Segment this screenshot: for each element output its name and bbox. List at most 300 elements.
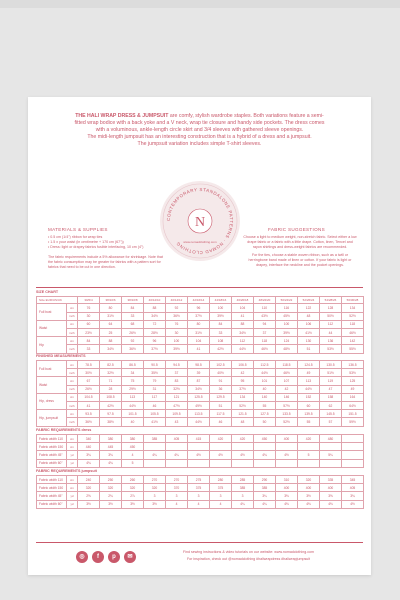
- table-cell: 151.5: [342, 410, 364, 418]
- table-cell: 4½: [232, 451, 254, 459]
- table-cell: 46: [144, 401, 166, 409]
- table-cell: 37: [254, 328, 276, 336]
- table-cell: 107: [276, 377, 298, 385]
- footer-line-1: Find sewing instructions & video tutorials on our website: www.nomadclothing.com: [182, 550, 315, 554]
- table-cell: 100: [210, 304, 232, 312]
- table-cell: 40½: [210, 369, 232, 377]
- table-cell: 90.5: [144, 361, 166, 369]
- table-cell: 26½: [78, 385, 100, 393]
- table-cell: [232, 459, 254, 467]
- finished-title: FINISHED MEASUREMENTS: [36, 354, 86, 358]
- seal-ring-text: CONTEMPORARY STANDALONE PATTERNS · NOMAD CLOTHING: [165, 186, 235, 256]
- table-row: [37, 451, 364, 459]
- table-cell: 139.5: [298, 410, 320, 418]
- table-cell: 119: [320, 377, 342, 385]
- table-cell: 405: [166, 435, 188, 443]
- table-cell: cm: [67, 484, 78, 492]
- table-cell: cm: [67, 377, 78, 385]
- table-cell: 320: [100, 484, 122, 492]
- table-cell: 400: [320, 484, 342, 492]
- table-cell: 4¾: [254, 451, 276, 459]
- table-row: [37, 500, 364, 508]
- table-cell: 39½: [210, 312, 232, 320]
- table-cell: 52/26/24: [298, 297, 320, 304]
- table-cell: 320: [122, 484, 144, 492]
- seal-icon: [160, 181, 240, 261]
- table-row: [37, 484, 364, 492]
- table-cell: 405: [342, 484, 364, 492]
- table-cell: 64: [100, 320, 122, 328]
- table-cell: 41½: [298, 328, 320, 336]
- table-cell: 136.5: [342, 361, 364, 369]
- table-cell: 36: [210, 385, 232, 393]
- table-cell: 4¼: [232, 500, 254, 508]
- table-cell: 44½: [188, 418, 210, 426]
- table-cell: 48: [232, 418, 254, 426]
- table-cell: 380: [122, 435, 144, 443]
- table-row: [37, 443, 364, 451]
- table-cell: [298, 443, 320, 451]
- table-cell: 3: [232, 492, 254, 500]
- table-cell: 117: [144, 393, 166, 401]
- table-cell: 80: [100, 304, 122, 312]
- table-cell: 52½: [232, 401, 254, 409]
- table-cell: 124.5: [298, 361, 320, 369]
- table-cell: 97.5: [100, 410, 122, 418]
- req-jumpsuit-table: [36, 475, 364, 509]
- table-cell: 62: [320, 401, 342, 409]
- table-cell: 380: [100, 435, 122, 443]
- table-cell: 40/12/10: [144, 297, 166, 304]
- fabric-para-1: Choose a light to medium weight, non-stretch fabric. Select either a low drape fabric or a fabric with a little drape. Cotton, linen, Tencel and rayon shirtings and dress-weight fabrics are recommended.: [243, 235, 357, 249]
- table-cell: 37½: [188, 312, 210, 320]
- table-row: [37, 435, 364, 443]
- table-cell: 44½: [298, 385, 320, 393]
- seal-center-letter: N: [194, 215, 206, 230]
- table-cell: 104: [232, 304, 254, 312]
- table-cell: 30½: [78, 369, 100, 377]
- table-cell: 345: [342, 476, 364, 484]
- table-cell: 40/14/12: [166, 297, 188, 304]
- table-cell: 145.5: [320, 410, 342, 418]
- table-cell: 340: [78, 435, 100, 443]
- table-cell: 37½: [232, 385, 254, 393]
- table-cell: inch: [67, 369, 78, 377]
- table-cell: 3: [166, 492, 188, 500]
- table-cell: 4: [188, 500, 210, 508]
- table-cell: 3½: [144, 500, 166, 508]
- table-cell: 275: [188, 476, 210, 484]
- table-cell: 118: [254, 337, 276, 345]
- table-row: [37, 476, 364, 484]
- table-cell: 113: [122, 393, 144, 401]
- table-cell: Fabric width 110: [37, 476, 67, 484]
- table-cell: 83: [166, 377, 188, 385]
- table-cell: 121.5: [232, 410, 254, 418]
- table-cell: 3½: [122, 500, 144, 508]
- table-cell: 5: [122, 459, 144, 467]
- table-cell: 121: [166, 393, 188, 401]
- table-cell: 4: [122, 451, 144, 459]
- table-cell: [320, 459, 342, 467]
- table-cell: 84: [78, 337, 100, 345]
- table-cell: 320: [144, 484, 166, 492]
- table-cell: 91: [210, 377, 232, 385]
- table-cell: 53½: [342, 369, 364, 377]
- table-row: [37, 401, 364, 409]
- table-cell: [188, 459, 210, 467]
- table-cell: 32½: [166, 385, 188, 393]
- table-cell: cm: [67, 435, 78, 443]
- table-cell: 280: [210, 476, 232, 484]
- table-cell: 375: [210, 484, 232, 492]
- table-cell: 41: [188, 345, 210, 353]
- table-cell: 4½: [188, 451, 210, 459]
- email-icon[interactable]: ✉: [124, 551, 136, 563]
- table-cell: 375: [188, 484, 210, 492]
- table-cell: 102.5: [210, 361, 232, 369]
- materials-item: • 0.5 cm (1/4") ribbon for wrap ties: [48, 235, 103, 239]
- table-cell: [144, 459, 166, 467]
- table-cell: 164: [342, 393, 364, 401]
- table-cell: 134: [342, 304, 364, 312]
- table-cell: inch: [67, 345, 78, 353]
- table-cell: 250: [100, 476, 122, 484]
- table-cell: 3¾: [342, 492, 364, 500]
- table-cell: 385: [254, 484, 276, 492]
- table-cell: 3¼: [254, 492, 276, 500]
- table-cell: 49½: [188, 401, 210, 409]
- social-icons: [76, 551, 136, 563]
- table-cell: cm: [67, 361, 78, 369]
- table-cell: Waist: [37, 320, 67, 336]
- table-cell: 71: [100, 377, 122, 385]
- materials-item-text: Dress: light or drapey fabrics fusible interfacing, 10 cm (4"): [50, 245, 144, 249]
- table-cell: 129.5: [210, 393, 232, 401]
- table-cell: 2⅝: [78, 492, 100, 500]
- table-cell: 385: [144, 435, 166, 443]
- table-cell: 55½: [342, 345, 364, 353]
- table-cell: Hip: [37, 337, 67, 353]
- table-cell: 152: [298, 393, 320, 401]
- table-cell: 240: [78, 476, 100, 484]
- table-cell: 42/16/14: [188, 297, 210, 304]
- table-cell: 53½: [320, 345, 342, 353]
- table-cell: [166, 459, 188, 467]
- table-cell: 124: [276, 337, 298, 345]
- table-cell: 44: [320, 328, 342, 336]
- table-cell: 420: [232, 435, 254, 443]
- table-cell: cm: [67, 320, 78, 328]
- table-cell: 30/6/4: [78, 297, 100, 304]
- table-cell: 4¾: [100, 459, 122, 467]
- table-cell: Fabric width 45": [37, 492, 67, 500]
- table-row: [37, 337, 364, 345]
- table-cell: 445: [100, 443, 122, 451]
- table-cell: 50/24/22: [276, 297, 298, 304]
- table-cell: 75: [122, 377, 144, 385]
- table-cell: 44½: [254, 369, 276, 377]
- table-cell: 104: [188, 337, 210, 345]
- table-cell: 60: [78, 320, 100, 328]
- table-row: [37, 328, 364, 336]
- table-cell: 38/10/8: [122, 297, 144, 304]
- table-cell: 39: [188, 369, 210, 377]
- background-strip: [0, 0, 400, 8]
- table-cell: 125.5: [188, 393, 210, 401]
- table-cell: 96: [144, 337, 166, 345]
- table-cell: 42½: [100, 401, 122, 409]
- table-cell: 38½: [100, 418, 122, 426]
- instagram-icon[interactable]: ◎: [76, 551, 88, 563]
- table-cell: 130: [298, 337, 320, 345]
- table-cell: 41½: [144, 418, 166, 426]
- size-chart-title: SIZE CHART: [36, 290, 59, 294]
- table-cell: 117.5: [210, 410, 232, 418]
- table-cell: 88: [144, 304, 166, 312]
- table-cell: 44½: [122, 401, 144, 409]
- intro-line4: The midi-length jumpsuit has an interesting construction that is a hybrid of a dress and a jumpsuit.: [87, 133, 312, 140]
- table-cell: Fabric width 60": [37, 500, 67, 508]
- materials-title: MATERIALS & SUPPLIES: [48, 227, 108, 232]
- table-cell: 57½: [276, 401, 298, 409]
- table-row: [37, 492, 364, 500]
- table-cell: 158: [320, 393, 342, 401]
- table-cell: 31½: [100, 312, 122, 320]
- table-cell: [342, 435, 364, 443]
- table-cell: 3¾: [100, 451, 122, 459]
- table-cell: 385: [232, 484, 254, 492]
- table-cell: 2¾: [100, 492, 122, 500]
- table-cell: 335: [320, 476, 342, 484]
- table-cell: 118: [342, 320, 364, 328]
- table-cell: inch: [67, 328, 78, 336]
- table-row: [37, 345, 364, 353]
- table-cell: 94: [254, 320, 276, 328]
- table-cell: 44/18/16: [210, 297, 232, 304]
- footer-line-2: For inspiration, check out @nomadclothing #haliwrapdress #haliwrapjumpsuit: [186, 556, 311, 561]
- table-cell: 36½: [166, 312, 188, 320]
- table-cell: 43½: [254, 312, 276, 320]
- table-cell: 101: [254, 377, 276, 385]
- table-cell: Fabric width 60": [37, 459, 67, 467]
- table-cell: 42: [276, 385, 298, 393]
- table-cell: 50: [254, 418, 276, 426]
- table-cell: 450: [122, 443, 144, 451]
- table-cell: [342, 451, 364, 459]
- fabric-suggestions-title: FABRIC SUGGESTIONS: [268, 227, 325, 232]
- table-cell: 38/10/6: [100, 297, 122, 304]
- table-cell: 4: [166, 500, 188, 508]
- table-cell: 78.5: [78, 361, 100, 369]
- table-cell: 34½: [232, 328, 254, 336]
- req-dress-title: FABRIC REQUIREMENTS dress: [36, 428, 92, 432]
- table-cell: inch: [67, 418, 78, 426]
- table-cell: 29½: [122, 385, 144, 393]
- table-cell: [166, 443, 188, 451]
- table-cell: Full bust: [37, 304, 67, 320]
- table-cell: 49: [342, 385, 364, 393]
- table-row: [37, 304, 364, 312]
- facebook-icon[interactable]: f: [92, 551, 104, 563]
- table-cell: 105.5: [144, 410, 166, 418]
- table-cell: 112.5: [254, 361, 276, 369]
- table-cell: 51½: [320, 369, 342, 377]
- table-cell: 2⅞: [122, 492, 144, 500]
- table-row: [37, 418, 364, 426]
- table-cell: 48/22/20: [254, 297, 276, 304]
- table-cell: cm: [67, 476, 78, 484]
- table-cell: 92: [166, 304, 188, 312]
- table-cell: 108.5: [100, 393, 122, 401]
- table-cell: [342, 443, 364, 451]
- table-cell: 55: [298, 418, 320, 426]
- table-cell: 35½: [144, 369, 166, 377]
- table-cell: 23½: [78, 328, 100, 336]
- table-cell: 86.5: [122, 361, 144, 369]
- table-cell: 128: [320, 304, 342, 312]
- table-cell: 64½: [342, 401, 364, 409]
- table-cell: 4⅜: [298, 500, 320, 508]
- table-cell: [188, 443, 210, 451]
- table-cell: 59½: [342, 418, 364, 426]
- pattern-envelope-back: [28, 97, 371, 575]
- table-cell: 3⅜: [276, 492, 298, 500]
- table-cell: 50½: [320, 312, 342, 320]
- table-cell: 52½: [276, 418, 298, 426]
- table-cell: 84: [122, 304, 144, 312]
- table-cell: 113: [298, 377, 320, 385]
- table-cell: yd: [67, 500, 78, 508]
- table-cell: 52½: [342, 312, 364, 320]
- table-cell: 34½: [144, 312, 166, 320]
- table-cell: 4½: [210, 451, 232, 459]
- table-cell: 28: [100, 385, 122, 393]
- table-cell: 4⅜: [276, 500, 298, 508]
- table-cell: 116: [276, 304, 298, 312]
- table-cell: 41: [78, 401, 100, 409]
- table-cell: 101.5: [122, 410, 144, 418]
- table-cell: 125: [342, 377, 364, 385]
- table-cell: 51: [298, 345, 320, 353]
- intro-title: THE HALI WRAP DRESS & JUMPSUIT: [75, 113, 169, 119]
- table-cell: yd: [67, 459, 78, 467]
- table-cell: Waist: [37, 377, 67, 393]
- table-cell: 480: [320, 435, 342, 443]
- table-cell: yd: [67, 492, 78, 500]
- table-cell: [210, 459, 232, 467]
- table-cell: 3⅝: [320, 492, 342, 500]
- table-cell: 48: [298, 312, 320, 320]
- table-cell: inch: [67, 401, 78, 409]
- table-cell: 42½: [210, 345, 232, 353]
- table-cell: [276, 443, 298, 451]
- table-cell: 4¼: [144, 451, 166, 459]
- table-cell: 140: [254, 393, 276, 401]
- table-cell: 122: [298, 304, 320, 312]
- table-cell: 87: [188, 377, 210, 385]
- table-cell: 4¾: [78, 459, 100, 467]
- seal-url: www.nomadclothing.com: [183, 240, 217, 244]
- table-cell: 100: [276, 320, 298, 328]
- table-cell: Size EUR/US/UK: [37, 297, 78, 304]
- table-cell: [232, 443, 254, 451]
- table-cell: 4¼: [166, 451, 188, 459]
- table-cell: 28½: [144, 328, 166, 336]
- table-cell: 34½: [188, 385, 210, 393]
- table-cell: 98.5: [188, 361, 210, 369]
- table-cell: 60: [298, 401, 320, 409]
- table-row: [37, 393, 364, 401]
- table-cell: 3½: [100, 500, 122, 508]
- table-cell: 285: [232, 476, 254, 484]
- table-cell: 420: [210, 435, 232, 443]
- table-cell: 4¼: [254, 500, 276, 508]
- table-cell: 104.5: [78, 393, 100, 401]
- table-cell: cm: [67, 337, 78, 345]
- table-cell: 108: [210, 337, 232, 345]
- table-cell: cm: [67, 443, 78, 451]
- table-row: [37, 459, 364, 467]
- table-row: [37, 410, 364, 418]
- table-cell: 36½: [122, 345, 144, 353]
- table-cell: 56/30/28: [342, 297, 364, 304]
- table-cell: 51: [210, 401, 232, 409]
- table-cell: 133.5: [276, 410, 298, 418]
- table-cell: 320: [78, 484, 100, 492]
- table-cell: 3: [188, 492, 210, 500]
- table-cell: 3½: [78, 500, 100, 508]
- pinterest-icon[interactable]: p: [108, 551, 120, 563]
- table-cell: 415: [188, 435, 210, 443]
- table-cell: 136: [320, 337, 342, 345]
- intro-line2: fitted wrap bodice with a back yoke and a V neck, wrap tie closure and handy side pockets. The dress comes: [74, 119, 325, 126]
- divider: [36, 287, 363, 288]
- table-cell: 42: [232, 369, 254, 377]
- table-cell: 440: [78, 443, 100, 451]
- table-row: [37, 369, 364, 377]
- table-cell: 4: [210, 500, 232, 508]
- table-cell: 37½: [144, 345, 166, 353]
- table-cell: 118.5: [276, 361, 298, 369]
- table-cell: 47: [320, 385, 342, 393]
- materials-item: • Dress: light or drapey fabrics fusible interfacing, 10 cm (4"): [48, 245, 144, 249]
- table-cell: 400: [276, 435, 298, 443]
- req-dress-table: [36, 434, 364, 468]
- table-cell: 31: [144, 385, 166, 393]
- req-jumpsuit-title: FABRIC REQUIREMENTS jumpsuit: [36, 469, 97, 473]
- table-cell: 25: [100, 328, 122, 336]
- table-cell: 95: [232, 377, 254, 385]
- table-row: [37, 320, 364, 328]
- table-cell: 39½: [166, 345, 188, 353]
- table-cell: Fabric width 150: [37, 443, 67, 451]
- table-cell: 270: [166, 476, 188, 484]
- table-cell: 130.5: [320, 361, 342, 369]
- table-cell: 134: [232, 393, 254, 401]
- table-cell: 46½: [342, 328, 364, 336]
- table-cell: inch: [67, 385, 78, 393]
- table-cell: 106: [298, 320, 320, 328]
- table-cell: [210, 443, 232, 451]
- table-cell: Hip, dress: [37, 393, 67, 409]
- table-cell: 400: [276, 484, 298, 492]
- materials-note: The fabric requirements include a 5% allowance for shrinkage. Note that the fabric consumption may be greater for fabrics with a pattern sort for fabrics that need to be cut in one direction.: [48, 255, 163, 269]
- table-cell: 33: [78, 345, 100, 353]
- fabric-suggestions-text: [243, 235, 357, 272]
- table-cell: 260: [122, 476, 144, 484]
- table-cell: 420: [298, 435, 320, 443]
